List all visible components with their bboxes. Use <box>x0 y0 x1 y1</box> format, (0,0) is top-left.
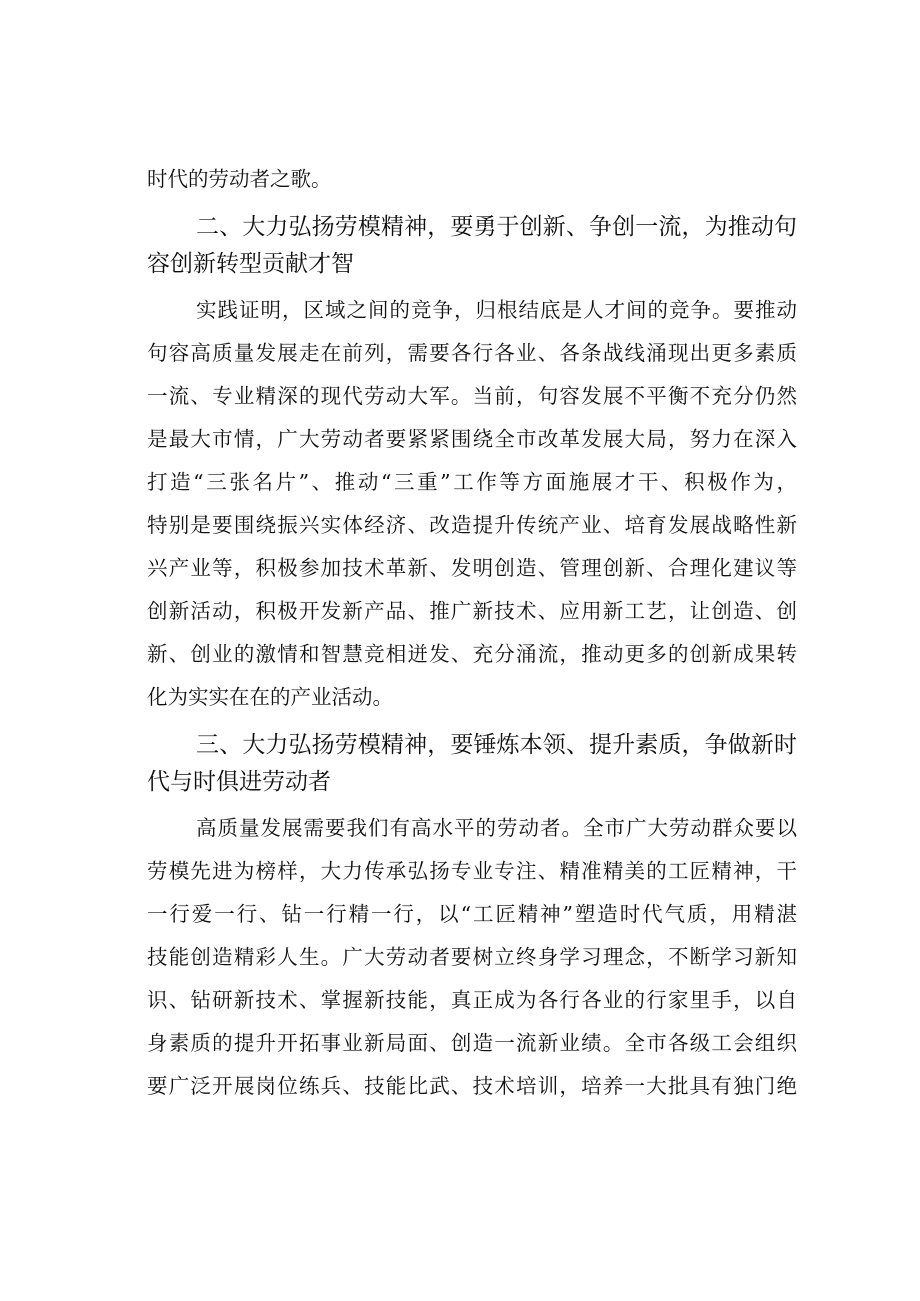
section3-paragraph <box>147 807 797 1108</box>
paragraph-line: 化为实实在在的产业活动。 <box>147 685 393 709</box>
paragraph-line: 实践证明，区域之间的竞争，归根结底是人才间的竞争。要推动 <box>196 298 797 322</box>
paragraph-line: 要广泛开展岗位练兵、技能比武、技术培训，培养一大批具有独门绝 <box>147 1074 797 1098</box>
section2-heading-line2: 容创新转型贡献才智 <box>147 251 354 277</box>
section2-paragraph <box>147 289 797 719</box>
paragraph-line: 识、钻研新技术、掌握新技能，真正成为各行各业的行家里手，以自 <box>147 988 797 1012</box>
paragraph-line: 劳模先进为榜样，大力传承弘扬专业专注、精准精美的工匠精神，干 <box>147 859 797 883</box>
section3-heading-line1: 三、大力弘扬劳模精神，要锤炼本领、提升素质，争做新时 <box>196 732 797 758</box>
continuation-line: 时代的劳动者之歌。 <box>147 167 332 191</box>
paragraph-line: 一行爱一行、钻一行精一行，以“工匠精神”塑造时代气质，用精湛 <box>147 902 797 926</box>
paragraph-line: 高质量发展需要我们有高水平的劳动者。全市广大劳动群众要以 <box>196 816 797 840</box>
paragraph-line: 兴产业等，积极参加技术革新、发明创造、管理创新、合理化建议等 <box>147 556 797 580</box>
section3-heading-line2: 代与时俱进劳动者 <box>147 769 331 795</box>
paragraph-line: 打造“三张名片”、推动“三重”工作等方面施展才干、积极作为， <box>147 470 797 494</box>
paragraph-line: 一流、专业精深的现代劳动大军。当前，句容发展不平衡不充分仍然 <box>147 384 797 408</box>
paragraph-line: 身素质的提升开拓事业新局面、创造一流新业绩。全市各级工会组织 <box>147 1031 797 1055</box>
document-body <box>147 158 797 1108</box>
section2-heading-line1: 二、大力弘扬劳模精神，要勇于创新、争创一流，为推动句 <box>196 214 797 240</box>
paragraph-line: 技能创造精彩人生。广大劳动者要树立终身学习理念，不断学习新知 <box>147 945 797 969</box>
paragraph-line: 创新活动，积极开发新产品、推广新技术、应用新工艺，让创造、创 <box>147 599 797 623</box>
paragraph-line: 新、创业的激情和智慧竞相迸发、充分涌流，推动更多的创新成果转 <box>147 642 797 666</box>
paragraph-line: 是最大市情，广大劳动者要紧紧围绕全市改革发展大局，努力在深入 <box>147 427 797 451</box>
paragraph-line: 特别是要围绕振兴实体经济、改造提升传统产业、培育发展战略性新 <box>147 513 797 537</box>
paragraph-line: 句容高质量发展走在前列，需要各行各业、各条战线涌现出更多素质 <box>147 341 797 365</box>
